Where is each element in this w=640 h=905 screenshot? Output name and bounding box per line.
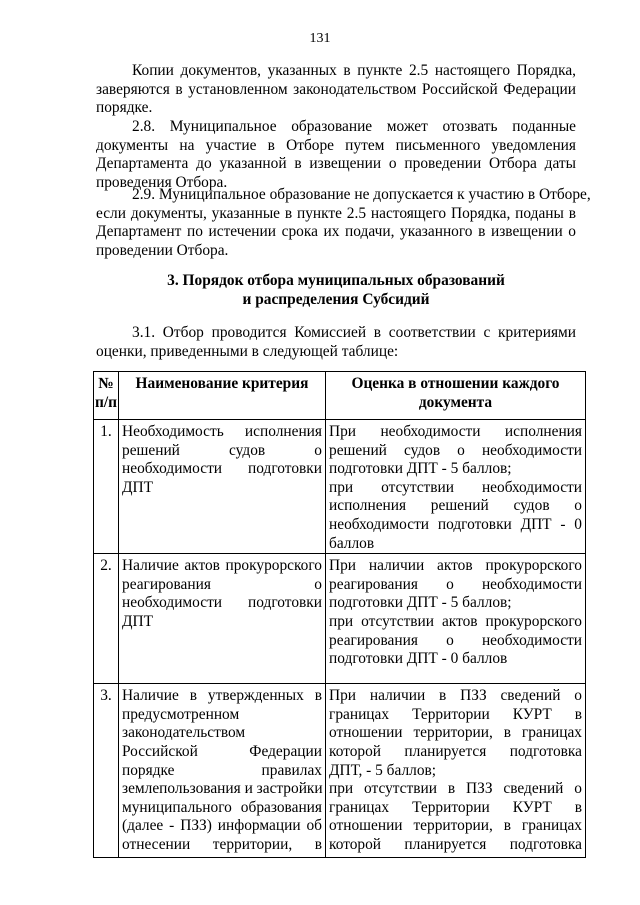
- header-number: № п/п: [94, 372, 119, 420]
- row-number: 1.: [94, 420, 119, 554]
- criteria-table: [93, 371, 586, 858]
- header-criterion-name: Наименование критерия: [119, 372, 326, 420]
- header-score: Оценка в отношении каждого документа: [326, 372, 586, 420]
- table-row: [94, 420, 586, 554]
- section-heading: 3. Порядок отбора муниципальных образований и распределения Субсидий: [167, 272, 505, 308]
- table-row: [94, 684, 586, 858]
- table-row: [94, 554, 586, 684]
- criterion-score: При наличии актов прокурорского реагирования о необходимости подготовки ДПТ - 5 баллов; при отсутствии актов прокурорского реагирования о необходимости подготовки ДПТ - 0 баллов: [326, 554, 586, 684]
- criterion-name: Наличие в утвержденных в предусмотренном законодательством Российской Федерации порядке правилах землепользования и застройки муниципального образования (далее - ПЗЗ) информации об отнесении территории, в: [119, 684, 326, 858]
- row-number: 3.: [94, 684, 119, 858]
- row-number: 2.: [94, 554, 119, 684]
- criterion-score: При наличии в ПЗЗ сведений о границах Территории КУРТ в отношении территории, в границах которой планируется подготовка ДПТ, - 5 баллов; при отсутствии в ПЗЗ сведений о границах Территории КУРТ в отношении территории, в границах которой планируется подготовка: [326, 684, 586, 858]
- page-number: 131: [309, 31, 331, 46]
- table-header-row: [94, 372, 586, 420]
- criterion-name: Наличие актов прокурорского реагирования о необходимости подготовки ДПТ: [119, 554, 326, 684]
- criterion-score: При необходимости исполнения решений судов о необходимости подготовки ДПТ - 5 баллов; при отсутствии необходимости исполнения решений судов о необходимости подготовки ДПТ - 0 баллов: [326, 420, 586, 554]
- paragraph-2-8: 2.8. Муниципальное образование может отозвать поданные документы на участие в Отборе путем письменного уведомления Департамента до указанной в извещении о проведении Отбора даты проведения Отбора.: [96, 118, 576, 191]
- paragraph-2-9: 2.9. Муниципальное образование не допускается к участию в Отборе, если документы, указанные в пункте 2.5 настоящего Порядка, поданы в Департамент по истечении срока их подачи, указанного в извещении о проведении Отбора.: [96, 186, 591, 259]
- paragraph-copies: Копии документов, указанных в пункте 2.5 настоящего Порядка, заверяются в установленном законодательством Российской Федерации порядке.: [96, 62, 576, 117]
- criterion-name: Необходимость исполнения решений судов о необходимости подготовки ДПТ: [119, 420, 326, 554]
- paragraph-3-1: 3.1. Отбор проводится Комиссией в соответствии с критериями оценки, приведенными в следующей таблице:: [96, 324, 576, 360]
